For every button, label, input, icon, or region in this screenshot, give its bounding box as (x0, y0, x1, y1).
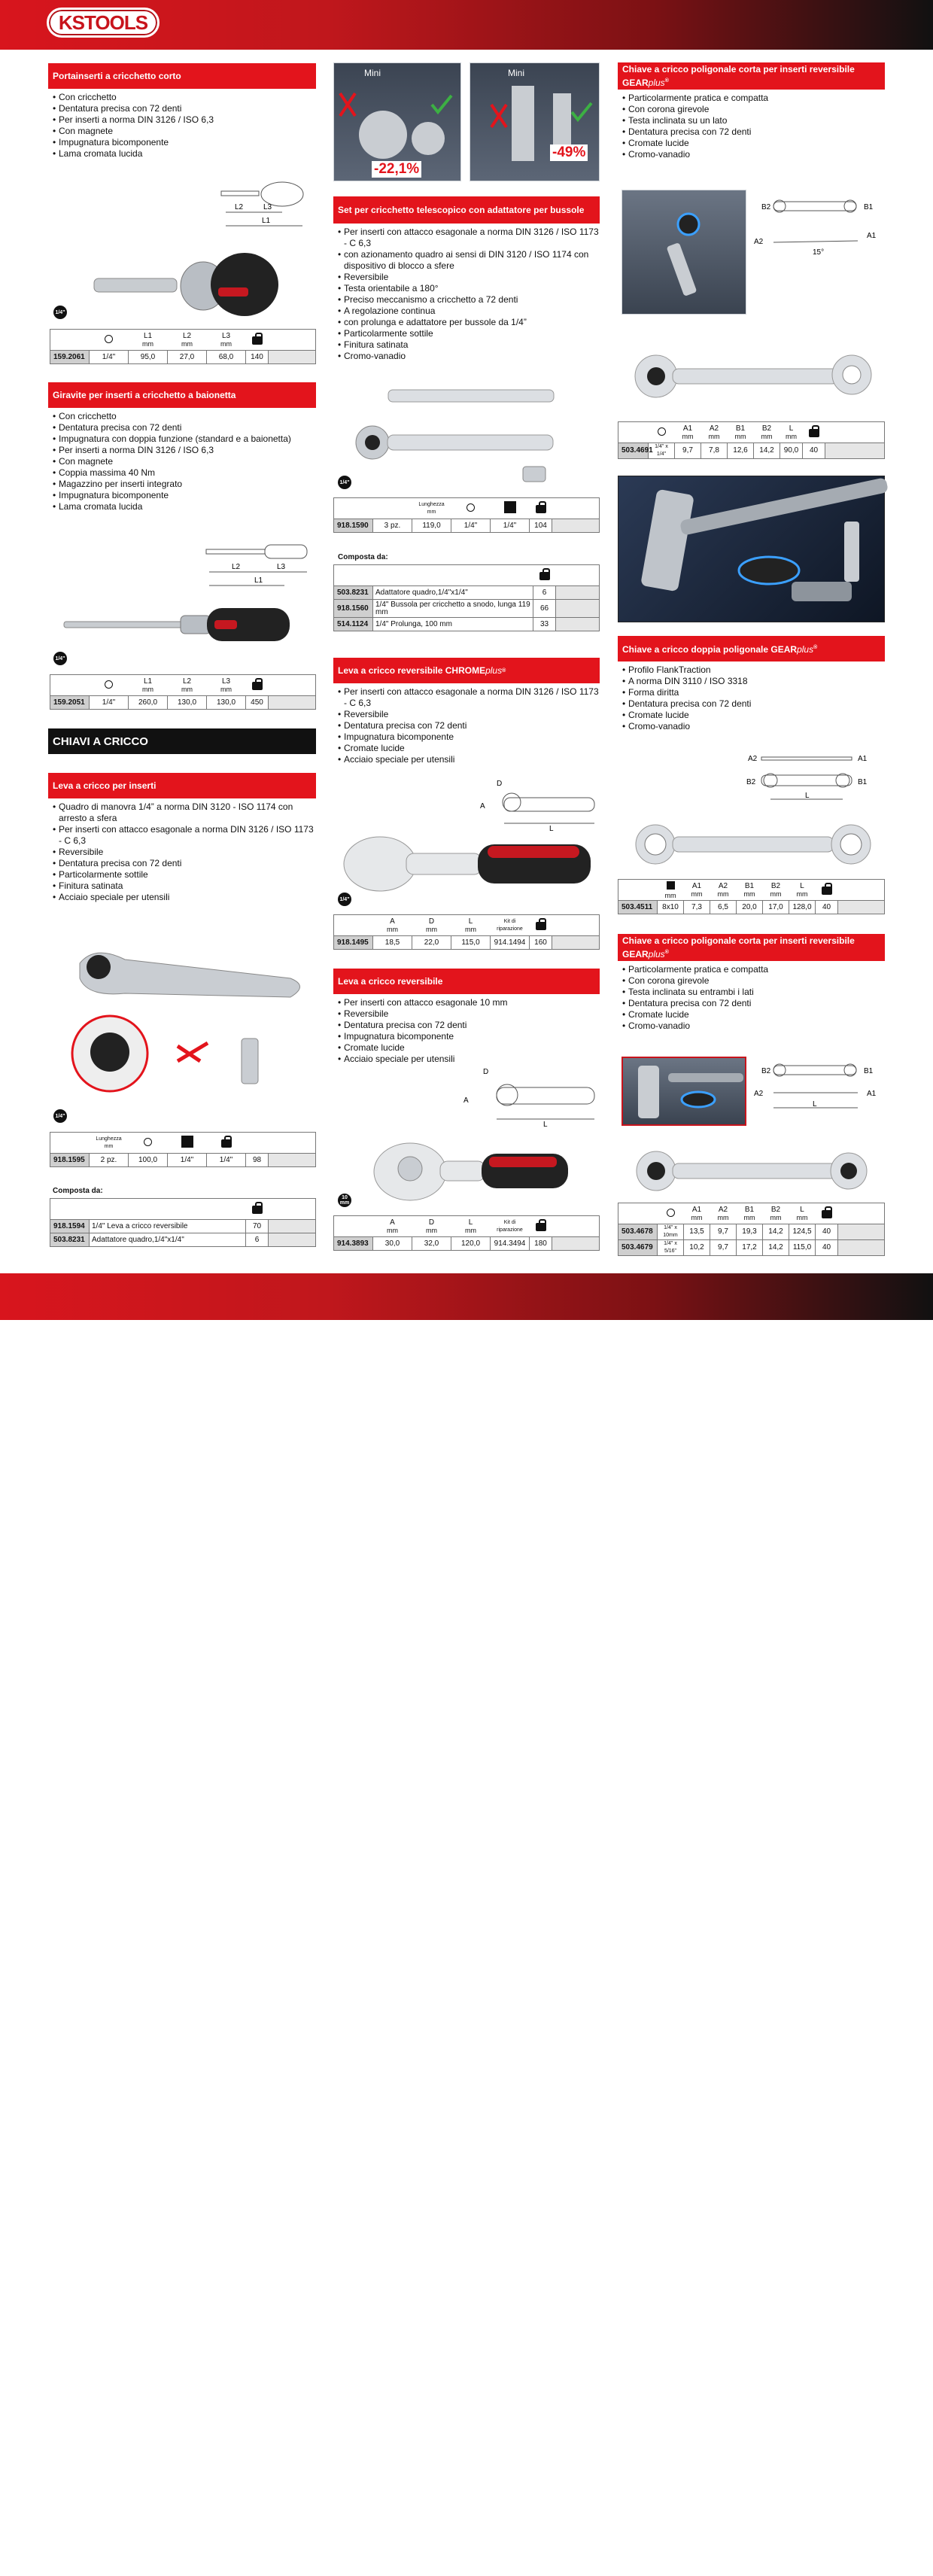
telescopic-ratchet-set-photo (346, 382, 594, 488)
table-row: 503.8231 Adattatore quadro,1/4"x1/4" 6 (334, 586, 600, 600)
feature-item: • Con cricchetto (53, 92, 316, 103)
dim-label: L (813, 1100, 817, 1109)
feature-item: • Finitura satinata (338, 339, 600, 351)
feature-item: • Con corona girevole (622, 104, 885, 115)
ratchet-lever-photo (65, 941, 305, 1110)
section-portainserti (48, 63, 316, 160)
weight-icon (252, 1202, 263, 1214)
weight-icon (536, 918, 546, 930)
dim-label: A2 (754, 238, 764, 246)
col-header: A2 mm (701, 422, 728, 443)
dim-label: B1 (864, 203, 874, 211)
drive-circle-icon (466, 503, 475, 512)
col-header: L mm (789, 1203, 816, 1224)
composition-label: Composta da: (53, 1187, 103, 1195)
table-row: 918.1495 18,5 22,0 115,0 914.1494 160 (334, 936, 600, 950)
feature-item: • Cromo-vanadio (622, 1020, 885, 1032)
dimension-drawing (752, 1061, 884, 1115)
dimension-drawing (745, 747, 877, 807)
feature-item: • Forma diritta (622, 687, 885, 698)
feature-item: • Finitura satinata (53, 880, 316, 892)
section-title: Leva a cricco per inserti (48, 773, 316, 798)
square-drive-icon (504, 501, 516, 513)
feature-list (618, 964, 885, 1032)
col-header-kit: Kit di riparazione (491, 915, 530, 936)
ratchet-10mm-photo (369, 1140, 572, 1208)
spec-table (618, 879, 885, 914)
dim-label: L3 (263, 203, 272, 211)
col-header: A1 mm (675, 422, 701, 443)
feature-item: • Lama cromata lucida (53, 501, 316, 512)
dim-label: B1 (858, 778, 868, 786)
feature-item: • Profilo FlankTraction (622, 665, 885, 676)
ratchet-closeup-graphic (618, 476, 886, 623)
dim-label: A (463, 1096, 469, 1105)
dim-label: B2 (746, 778, 756, 786)
size-badge: 1/4" (53, 1109, 67, 1123)
col-header: L3 mm (207, 330, 246, 351)
dim-label: A2 (754, 1090, 764, 1098)
table-row: 503.4678 1/4" x 10mm 13,5 9,7 19,3 14,2 124,5 40 (618, 1224, 885, 1240)
feature-item: • Con cricchetto (53, 411, 316, 422)
section-title: Leva a cricco reversibile CHROME plus ® (333, 658, 600, 683)
table-row: 503.4679 1/4" x 5/16" 10,2 9,7 17,2 14,2 115,0 40 (618, 1240, 885, 1256)
ratchet-in-use-graphic (622, 190, 747, 315)
page-number: 180 (53, 2556, 81, 2575)
drive-circle-icon (667, 1209, 675, 1217)
col-header: B1 mm (737, 1203, 763, 1224)
feature-item: • Reversibile (338, 709, 600, 720)
section-title: Leva a cricco reversibile (333, 969, 600, 994)
col-header: L mm (451, 915, 491, 936)
feature-item: • A norma DIN 3110 / ISO 3318 (622, 676, 885, 687)
feature-list (618, 93, 885, 160)
feature-item: • Dentatura precisa con 72 denti (338, 720, 600, 731)
col-header: D mm (412, 915, 451, 936)
ks-tools-logo: KSTOOLS (47, 8, 160, 38)
feature-item: • Cromate lucide (622, 1009, 885, 1020)
size-badge: 1/4" (338, 476, 351, 489)
size-badge: 1/4" (53, 652, 67, 665)
spec-table (50, 329, 316, 364)
feature-item: • Dentatura precisa con 72 denti (622, 126, 885, 138)
feature-item: • Acciaio speciale per utensili (338, 1054, 600, 1065)
feature-item: • Per inserti a norma DIN 3126 / ISO 6,3 (53, 114, 316, 126)
dim-label: A2 (748, 755, 758, 763)
feature-item: • Con magnete (53, 456, 316, 467)
col-header: L1 mm (129, 330, 168, 351)
dimension-drawing (211, 181, 312, 233)
drive-circle-icon (105, 680, 113, 689)
table-row: 514.1124 1/4" Prolunga, 100 mm 33 (334, 618, 600, 631)
comparison-photo-right: Mini -49% (470, 62, 600, 181)
gearplus-wrench-photo (626, 348, 882, 400)
feature-item: • Dentatura precisa con 72 denti (338, 1020, 600, 1031)
feature-item: • Impugnatura bicomponente (53, 137, 316, 148)
feature-list (618, 665, 885, 732)
stubby-screwdriver-photo (90, 248, 278, 324)
section-title: Portainserti a cricchetto corto (48, 63, 316, 89)
feature-item: • Cromo-vanadio (338, 351, 600, 362)
section-gearplus-corta-1 (618, 62, 885, 160)
weight-icon (252, 678, 263, 690)
section-gearplus-corta-2 (618, 934, 885, 1032)
dim-label: A1 (867, 232, 877, 240)
feature-item: • Reversibile (53, 847, 316, 858)
feature-list (48, 411, 316, 512)
col-header: A mm (373, 915, 412, 936)
spec-table (333, 1215, 600, 1251)
col-header: D mm (412, 1216, 451, 1237)
feature-item: • Acciaio speciale per utensili (53, 892, 316, 903)
col-header: A2 mm (710, 1203, 737, 1224)
table-row: 918.1590 3 pz. 119,0 1/4" 1/4" 104 (334, 519, 600, 533)
size-badge: 1/4" (53, 306, 67, 319)
feature-item: • Particolarmente sottile (53, 869, 316, 880)
col-header: L2 mm (168, 675, 207, 696)
header-bar (0, 0, 933, 50)
dim-label: D (483, 1068, 489, 1076)
table-row: 503.4511 8x10 7,3 6,5 20,0 17,0 128,0 40 (618, 901, 885, 914)
table-row: 159.2051 1/4" 260,0 130,0 130,0 450 (50, 696, 316, 710)
weight-icon (539, 568, 550, 580)
section-title: Chiave a cricco doppia poligonale GEARplus® (618, 636, 885, 661)
col-header: B2 mm (763, 880, 789, 901)
feature-item: • con azionamento quadro ai sensi di DIN 3120 / ISO 1174 con dispositivo di blocco a sfere (338, 249, 600, 272)
col-header: mm (658, 880, 684, 901)
weight-icon (252, 333, 263, 345)
feature-item: • Dentatura precisa con 72 denti (622, 698, 885, 710)
col-header: L2 mm (168, 330, 207, 351)
dimension-drawing (752, 197, 884, 256)
section-title: Chiave a cricco poligonale corta per inserti reversibile GEARplus® (618, 934, 885, 961)
spec-table (50, 674, 316, 710)
dim-label: A1 (858, 755, 868, 763)
bayonet-screwdriver-photo (60, 602, 293, 647)
section-leva-chromeplus (333, 658, 600, 765)
feature-list (333, 227, 600, 362)
dim-label: L (805, 792, 810, 800)
feature-list (333, 686, 600, 765)
col-header-length: Lunghezza mm (90, 1133, 129, 1154)
composition-table (50, 1198, 316, 1247)
feature-item: • con prolunga e adattatore per bussole da 1/4” (338, 317, 600, 328)
feature-item: • Testa inclinata su entrambi i lati (622, 987, 885, 998)
dim-label: L3 (277, 563, 286, 571)
section-giravite (48, 382, 316, 512)
drive-circle-icon (144, 1138, 152, 1146)
weight-icon (809, 425, 819, 437)
gearplus-usage-photo-2 (621, 1057, 746, 1126)
dim-label: L (543, 1121, 548, 1129)
section-title: Giravite per inserti a cricchetto a baionetta (48, 382, 316, 408)
col-header: A1 mm (684, 880, 710, 901)
col-header: B1 mm (737, 880, 763, 901)
dim-label: L2 (235, 203, 244, 211)
table-row: 918.1560 1/4" Bussola per cricchetto a snodo, lunga 119 mm 66 (334, 600, 600, 618)
drive-circle-icon (105, 335, 113, 343)
weight-icon (822, 1206, 832, 1218)
dim-label: L (549, 825, 554, 833)
feature-list (48, 801, 316, 903)
weight-icon (536, 1219, 546, 1231)
size-badge: 10 mm (338, 1194, 351, 1207)
feature-item: • Reversibile (338, 272, 600, 283)
col-header: A1 mm (684, 1203, 710, 1224)
feature-item: • A regolazione continua (338, 306, 600, 317)
section-leva-reversibile (333, 969, 600, 1065)
feature-item: • Coppia massima 40 Nm (53, 467, 316, 479)
feature-item: • Cromate lucide (622, 138, 885, 149)
dim-label: A (480, 802, 485, 811)
feature-item: • Impugnatura bicomponente (53, 490, 316, 501)
feature-item: • Testa inclinata su un lato (622, 115, 885, 126)
dim-label: L2 (232, 563, 241, 571)
col-header: A mm (373, 1216, 412, 1237)
feature-item: • Quadro di manovra 1/4” a norma DIN 3120 - ISO 1174 con arresto a sfera (53, 801, 316, 824)
dim-label: B2 (761, 203, 771, 211)
feature-item: • Per inserti con attacco esagonale 10 mm (338, 997, 600, 1008)
col-header: L mm (780, 422, 803, 443)
dimension-drawing (202, 542, 315, 593)
dimension-drawing (459, 1065, 602, 1133)
col-header: B1 mm (728, 422, 754, 443)
col-header-length: Lunghezza mm (412, 498, 451, 519)
feature-item: • Per inserti a norma DIN 3126 / ISO 6,3 (53, 445, 316, 456)
col-header: L3 mm (207, 675, 246, 696)
dim-label: B2 (761, 1067, 771, 1075)
col-header-kit: Kit di riparazione (491, 1216, 530, 1237)
feature-item: • Dentatura precisa con 72 denti (53, 422, 316, 433)
col-header: L mm (789, 880, 816, 901)
feature-item: • Particolarmente pratica e compatta (622, 93, 885, 104)
dim-label: 15° (813, 248, 825, 257)
composition-label: Composta da: (338, 553, 388, 561)
weight-icon (536, 501, 546, 513)
drive-circle-icon (658, 427, 666, 436)
gearplus-closeup-photo (618, 476, 885, 622)
feature-item: • Dentatura precisa con 72 denti (53, 103, 316, 114)
dim-label: L1 (254, 576, 263, 585)
footer-bar (0, 1273, 933, 2575)
gearplus-wrench-photo-2 (631, 1144, 879, 1197)
chromeplus-ratchet-photo (339, 834, 594, 896)
category-heading: CHIAVI A CRICCO (48, 728, 316, 754)
gearplus-usage-photo (621, 190, 746, 315)
feature-item: • Per inserti con attacco esagonale a norma DIN 3126 / ISO 1173 - C 6,3 (338, 686, 600, 709)
feature-item: • Acciaio speciale per utensili (338, 754, 600, 765)
table-row: 914.3893 30,0 32,0 120,0 914.3494 180 (334, 1237, 600, 1251)
section-gearplus-doppia (618, 636, 885, 732)
composition-table (333, 564, 600, 631)
section-leva-inserti (48, 773, 316, 903)
section-set-telescopico (333, 196, 600, 362)
feature-item: • Impugnatura con doppia funzione (standard e a baionetta) (53, 433, 316, 445)
dim-label: B1 (864, 1067, 874, 1075)
feature-list (48, 92, 316, 160)
table-row: 159.2061 1/4" 95,0 27,0 68,0 140 (50, 351, 316, 364)
ratchet-in-use-graphic (623, 1058, 745, 1124)
col-header: A2 mm (710, 880, 737, 901)
feature-item: • Con corona girevole (622, 975, 885, 987)
comparison-photo-left: Mini -22,1% (333, 62, 461, 181)
spec-table (333, 914, 600, 950)
feature-item: • Dentatura precisa con 72 denti (53, 858, 316, 869)
section-title: Chiave a cricco poligonale corta per inserti reversibile GEARplus® (618, 62, 885, 90)
spec-table (618, 421, 885, 459)
feature-item: • Impugnatura bicomponente (338, 1031, 600, 1042)
feature-item: • Magazzino per inserti integrato (53, 479, 316, 490)
feature-item: • Particolarmente sottile (338, 328, 600, 339)
feature-item: • Reversibile (338, 1008, 600, 1020)
table-row: 918.1594 1/4" Leva a cricco reversibile 70 (50, 1220, 316, 1233)
section-title: Set per cricchetto telescopico con adattatore per bussole (333, 196, 600, 224)
col-header: B2 mm (763, 1203, 789, 1224)
feature-item: • Dentatura precisa con 72 denti (622, 998, 885, 1009)
feature-item: • Cromate lucide (338, 743, 600, 754)
feature-item: • Preciso meccanismo a cricchetto a 72 denti (338, 294, 600, 306)
spec-table (618, 1203, 885, 1256)
spec-table (50, 1132, 316, 1167)
feature-item: • Con magnete (53, 126, 316, 137)
feature-item: • Particolarmente pratica e compatta (622, 964, 885, 975)
comparison-marks (470, 63, 600, 182)
weight-icon (221, 1136, 232, 1148)
double-ring-wrench-photo (629, 822, 877, 867)
feature-item: • Cromate lucide (622, 710, 885, 721)
feature-item: • Cromo-vanadio (622, 721, 885, 732)
feature-item: • Per inserti con attacco esagonale a norma DIN 3126 / ISO 1173 - C 6,3 (53, 824, 316, 847)
feature-list (333, 997, 600, 1065)
dim-label: L1 (262, 217, 271, 225)
weight-icon (822, 883, 832, 895)
feature-item: • Per inserti con attacco esagonale a norma DIN 3126 / ISO 1173 - C 6,3 (338, 227, 600, 249)
feature-item: • Testa orientabile a 180° (338, 283, 600, 294)
feature-item: • Cromate lucide (338, 1042, 600, 1054)
dimension-drawing (474, 777, 602, 837)
feature-item: • Lama cromata lucida (53, 148, 316, 160)
dim-label: D (497, 780, 503, 788)
dim-label: A1 (867, 1090, 877, 1098)
col-header: B2 mm (754, 422, 780, 443)
hex-size-icon (667, 881, 675, 890)
size-badge: 1/4" (338, 893, 351, 906)
feature-item: • Cromo-vanadio (622, 149, 885, 160)
table-row: 503.4691 1/4" x 1/4" 9,7 7,8 12,6 14,2 90,0 40 (618, 443, 885, 459)
col-header: L1 mm (129, 675, 168, 696)
square-drive-icon (181, 1136, 193, 1148)
table-row: 503.8231 Adattatore quadro,1/4"x1/4" 6 (50, 1233, 316, 1247)
feature-item: • Impugnatura bicomponente (338, 731, 600, 743)
col-header: L mm (451, 1216, 491, 1237)
table-row: 918.1595 2 pz. 100,0 1/4" 1/4" 98 (50, 1154, 316, 1167)
spec-table (333, 497, 600, 533)
